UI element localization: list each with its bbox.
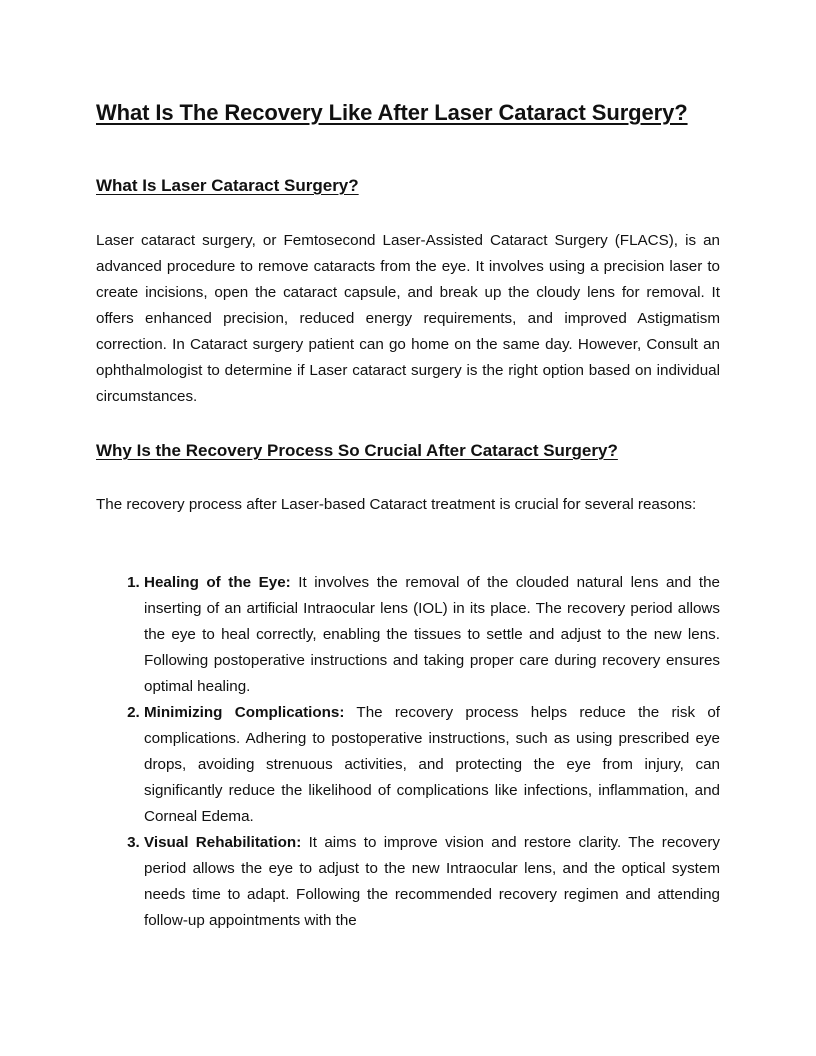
list-item-text: It involves the removal of the clouded natural lens and the inserting of an artificial Intraocular lens (IOL) in its place. The recovery period allows the eye to heal correctly, enabling the tissues to settle and adjust to the new lens. Following postoperative instructions and taking proper care during recovery ensures optimal healing. xyxy=(144,574,720,695)
section-heading-why-recovery-crucial: Why Is the Recovery Process So Crucial After Cataract Surgery? xyxy=(96,441,618,460)
list-item xyxy=(144,570,720,700)
section-paragraph-why: The recovery process after Laser-based Cataract treatment is crucial for several reasons: xyxy=(96,496,697,513)
page-title: What Is The Recovery Like After Laser Cataract Surgery? xyxy=(96,100,688,125)
list-item-lead: Visual Rehabilitation: xyxy=(144,834,302,851)
section-paragraph-intro: Laser cataract surgery, or Femtosecond Laser-Assisted Cataract Surgery (FLACS), is an advanced procedure to remove cataracts from the eye. It involves using a precision laser to create incisions, open the cataract capsule, and break up the cloudy lens for removal. It offers enhanced precision, reduced energy requirements, and improved Astigmatism correction. In Cataract surgery patient can go home on the same day. However, Consult an ophthalmologist to determine if Laser cataract surgery is the right option based on individual circumstances. xyxy=(96,232,720,405)
reasons-list xyxy=(96,570,720,934)
list-item-text: The recovery process helps reduce the risk of complications. Adhering to postoperative instructions, such as using prescribed eye drops, avoiding strenuous activities, and protecting the eye from injury, can significantly reduce the likelihood of complications like infections, inflammation, and Corneal Edema. xyxy=(144,704,720,825)
list-item-lead: Healing of the Eye: xyxy=(144,574,291,591)
list-item xyxy=(144,700,720,830)
list-item xyxy=(144,830,720,934)
list-item-text: It aims to improve vision and restore clarity. The recovery period allows the eye to adjust to the new Intraocular lens, and the optical system needs time to adapt. Following the recommended recovery regimen and attending follow-up appointments with the xyxy=(144,834,721,929)
section-heading-what-is-laser-cataract-surgery: What Is Laser Cataract Surgery? xyxy=(96,176,359,195)
list-item-lead: Minimizing Complications: xyxy=(144,704,345,721)
